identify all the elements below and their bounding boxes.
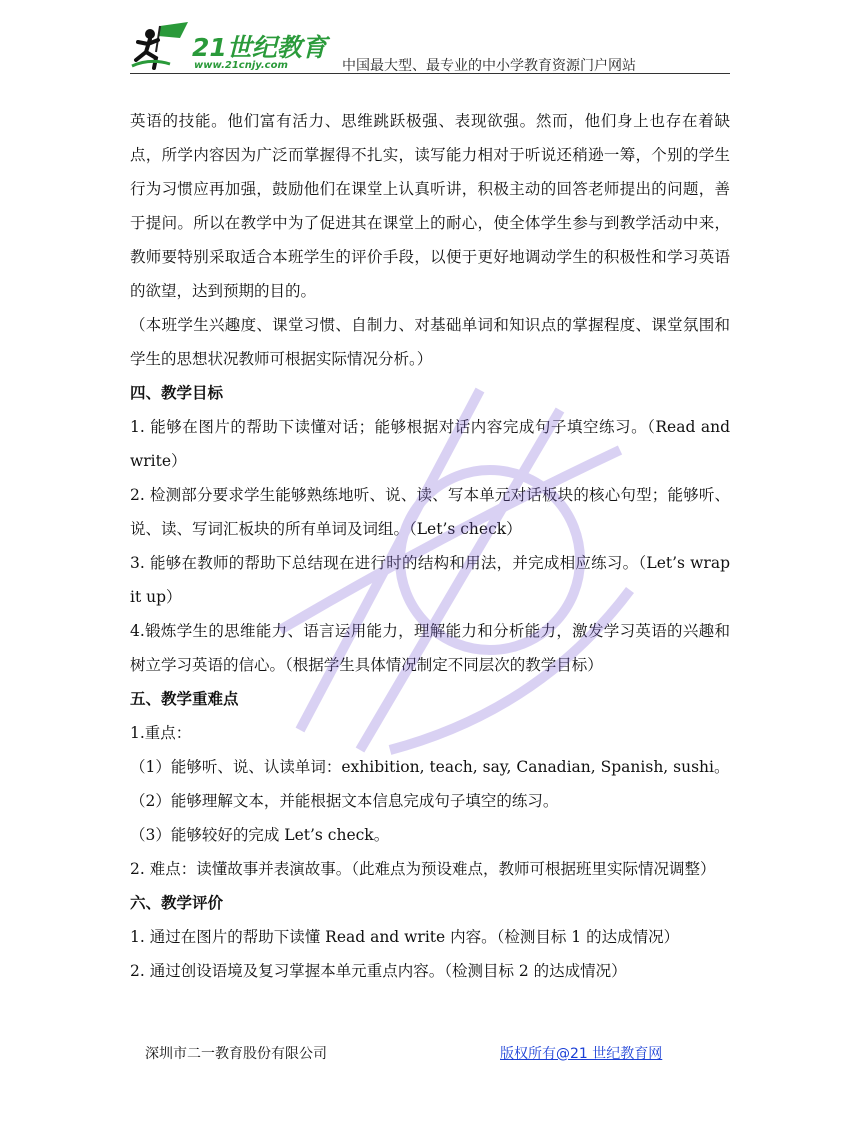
paragraph: （2）能够理解文本，并能根据文本信息完成句子填空的练习。 bbox=[130, 792, 559, 810]
section-heading: 四、教学目标 bbox=[130, 383, 224, 402]
paragraph: （3）能够较好的完成 Let’s check。 bbox=[130, 826, 390, 844]
paragraph: （1）能够听、说、认读单词：exhibition, teach, say, Canadian, Spanish, sushi。 bbox=[130, 758, 730, 776]
section-heading: 六、教学评价 bbox=[130, 893, 224, 912]
site-slogan: 中国最大型、最专业的中小学教育资源门户网站 bbox=[342, 58, 636, 74]
paragraph: 1.重点： bbox=[130, 724, 192, 742]
paragraph: 2. 难点：读懂故事并表演故事。（此难点为预设难点，教师可根据班里实际情况调整） bbox=[130, 860, 716, 878]
paragraph: 1. 通过在图片的帮助下读懂 Read and write 内容。（检测目标 1 的达成情况） bbox=[130, 928, 680, 946]
paragraph: 1. 能够在图片的帮助下读懂对话；能够根据对话内容完成句子填空练习。（Read and write） bbox=[130, 418, 730, 470]
logo-text: 21世纪教育 bbox=[192, 33, 327, 62]
header-divider bbox=[130, 73, 730, 74]
paragraph: 3. 能够在教师的帮助下总结现在进行时的结构和用法，并完成相应练习。（Let’s wrap it up） bbox=[130, 554, 730, 606]
site-logo[interactable] bbox=[130, 22, 330, 74]
footer-company: 深圳市二一教育股份有限公司 bbox=[145, 1046, 327, 1062]
paragraph: （本班学生兴趣度、课堂习惯、自制力、对基础单词和知识点的掌握程度、课堂氛围和学生的思想状况教师可根据实际情况分析。） bbox=[130, 316, 730, 368]
paragraph: 2. 检测部分要求学生能够熟练地听、说、读、写本单元对话板块的核心句型；能够听、说、读、写词汇板块的所有单词及词组。（Let’s check） bbox=[130, 486, 730, 538]
document-body bbox=[130, 104, 730, 988]
runner-icon bbox=[130, 22, 192, 72]
paragraph: 4.锻炼学生的思维能力、语言运用能力，理解能力和分析能力，激发学习英语的兴趣和树立学习英语的信心。（根据学生具体情况制定不同层次的教学目标） bbox=[130, 622, 730, 674]
page-header bbox=[130, 22, 730, 76]
logo-url: www.21cnjy.com bbox=[194, 60, 288, 71]
footer-copyright-link[interactable]: 版权所有@21 世纪教育网 bbox=[500, 1046, 663, 1062]
paragraph: 英语的技能。他们富有活力、思维跳跃极强、表现欲强。然而，他们身上也存在着缺点，所学内容因为广泛而掌握得不扎实，读写能力相对于听说还稍逊一筹，个别的学生行为习惯应再加强，鼓励他们在课堂上认真听讲，积极主动的回答老师提出的问题，善于提问。所以在教学中为了促进其在课堂上的耐心，使全体学生参与到教学活动中来，教师要特别采取适合本班学生的评价手段，以便于更好地调动学生的积极性和学习英语的欲望，达到预期的目的。 bbox=[130, 112, 730, 300]
section-heading: 五、教学重难点 bbox=[130, 689, 239, 708]
paragraph: 2. 通过创设语境及复习掌握本单元重点内容。（检测目标 2 的达成情况） bbox=[130, 962, 627, 980]
